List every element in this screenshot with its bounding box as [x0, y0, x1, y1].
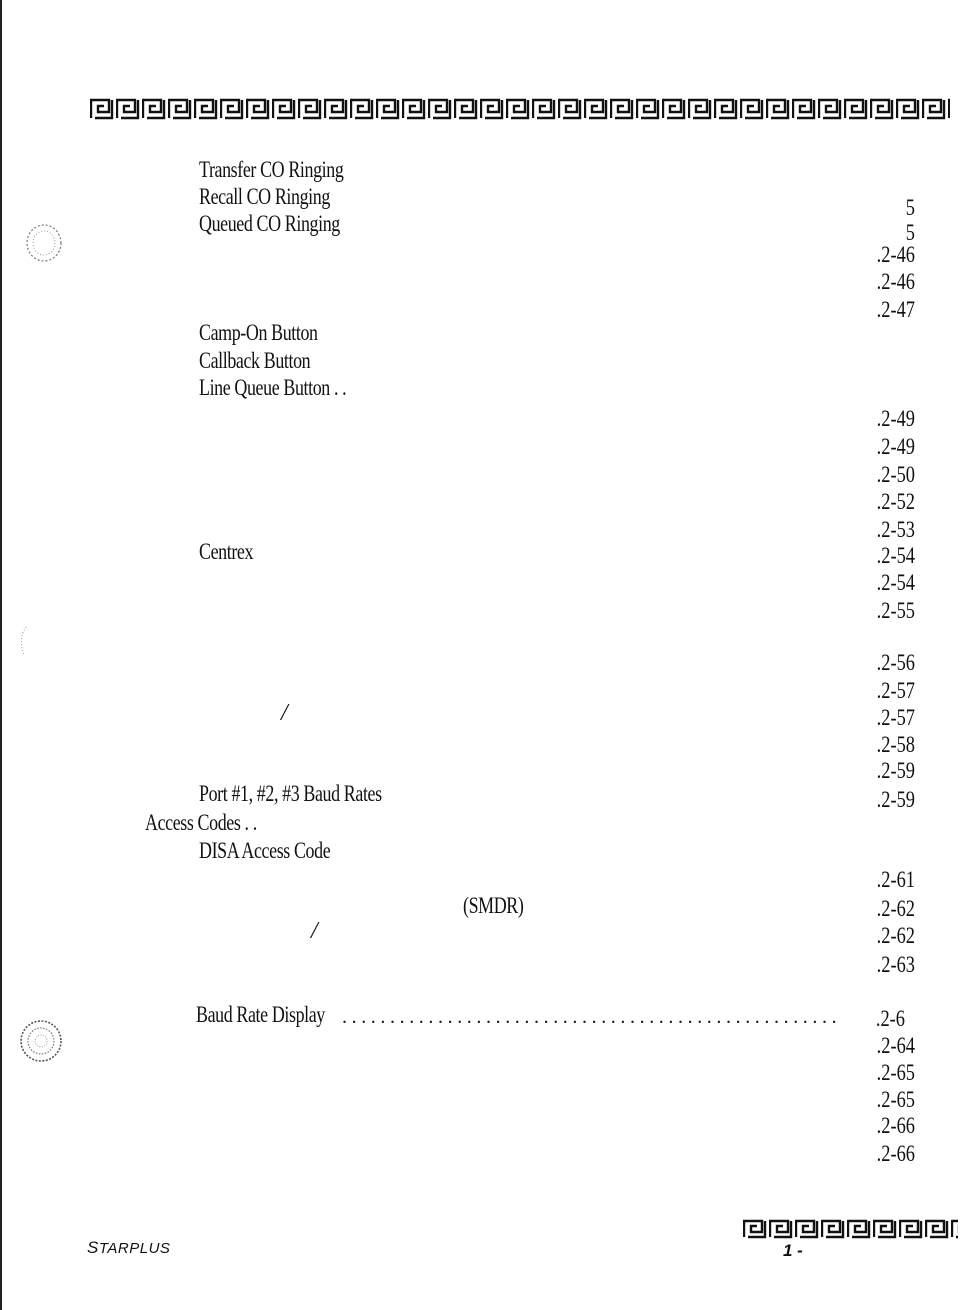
page-number: .2-50 [876, 462, 915, 487]
page-number: 5 [905, 220, 915, 245]
scan-speck-middle [16, 625, 30, 657]
toc-entry: (SMDR) [463, 893, 524, 918]
page-number: .2-49 [876, 434, 915, 459]
page-number: .2-59 [876, 787, 915, 812]
scan-speck-upper [24, 222, 64, 264]
footer-brand: STARPLUS [87, 1238, 171, 1257]
toc-entry: Transfer CO Ringing [199, 157, 344, 182]
toc-entry: Callback Button [199, 348, 311, 373]
dot-leader: .................................................... [342, 1006, 842, 1028]
footer-page-number: 1 - [783, 1241, 803, 1260]
page-number: .2-59 [876, 758, 915, 783]
toc-entry: Camp-On Button [199, 320, 318, 345]
page-number: .2-63 [876, 952, 915, 977]
page-number: .2-61 [876, 867, 915, 892]
greek-key-border-top [90, 97, 950, 121]
page-edge-rule [0, 0, 2, 1310]
toc-entry: Line Queue Button . . [199, 375, 347, 400]
page-number: .2-46 [876, 242, 915, 267]
page-number: .2-65 [876, 1087, 915, 1112]
slash-mark: / [311, 918, 318, 944]
toc-entry: Baud Rate Display [196, 1002, 325, 1027]
slash-mark: / [281, 700, 288, 726]
page-number: .2-62 [876, 896, 915, 921]
toc-entry: DISA Access Code [199, 838, 331, 863]
page-number: .2-62 [876, 923, 915, 948]
page-number: .2-57 [876, 705, 915, 730]
page-number: .2-65 [876, 1060, 915, 1085]
toc-entry: Centrex [199, 539, 254, 564]
page-number: .2-49 [876, 406, 915, 431]
page-number: .2-57 [876, 678, 915, 703]
page-number: .2-46 [876, 269, 915, 294]
page-number: .2-56 [876, 650, 915, 675]
page-number: .2-66 [876, 1113, 915, 1138]
scan-speck-lower [18, 1018, 64, 1064]
page-number: 5 [905, 195, 915, 220]
page-number: .2-64 [876, 1033, 915, 1058]
page-number: .2-66 [876, 1141, 915, 1166]
toc-entry: Access Codes . . [145, 810, 257, 835]
page-number: .2-6 [875, 1006, 905, 1031]
toc-entry: Queued CO Ringing [199, 211, 340, 236]
toc-entry: Port #1, #2, #3 Baud Rates [199, 781, 382, 806]
page-number: .2-54 [876, 570, 915, 595]
page-number: .2-52 [876, 489, 915, 514]
page-number: .2-47 [876, 297, 915, 322]
page-number: .2-53 [876, 517, 915, 542]
toc-entry: Recall CO Ringing [199, 184, 330, 209]
page-number: .2-55 [876, 598, 915, 623]
page-number: .2-58 [876, 732, 915, 757]
page-number: .2-54 [876, 543, 915, 568]
greek-key-border-bottom [743, 1218, 958, 1240]
